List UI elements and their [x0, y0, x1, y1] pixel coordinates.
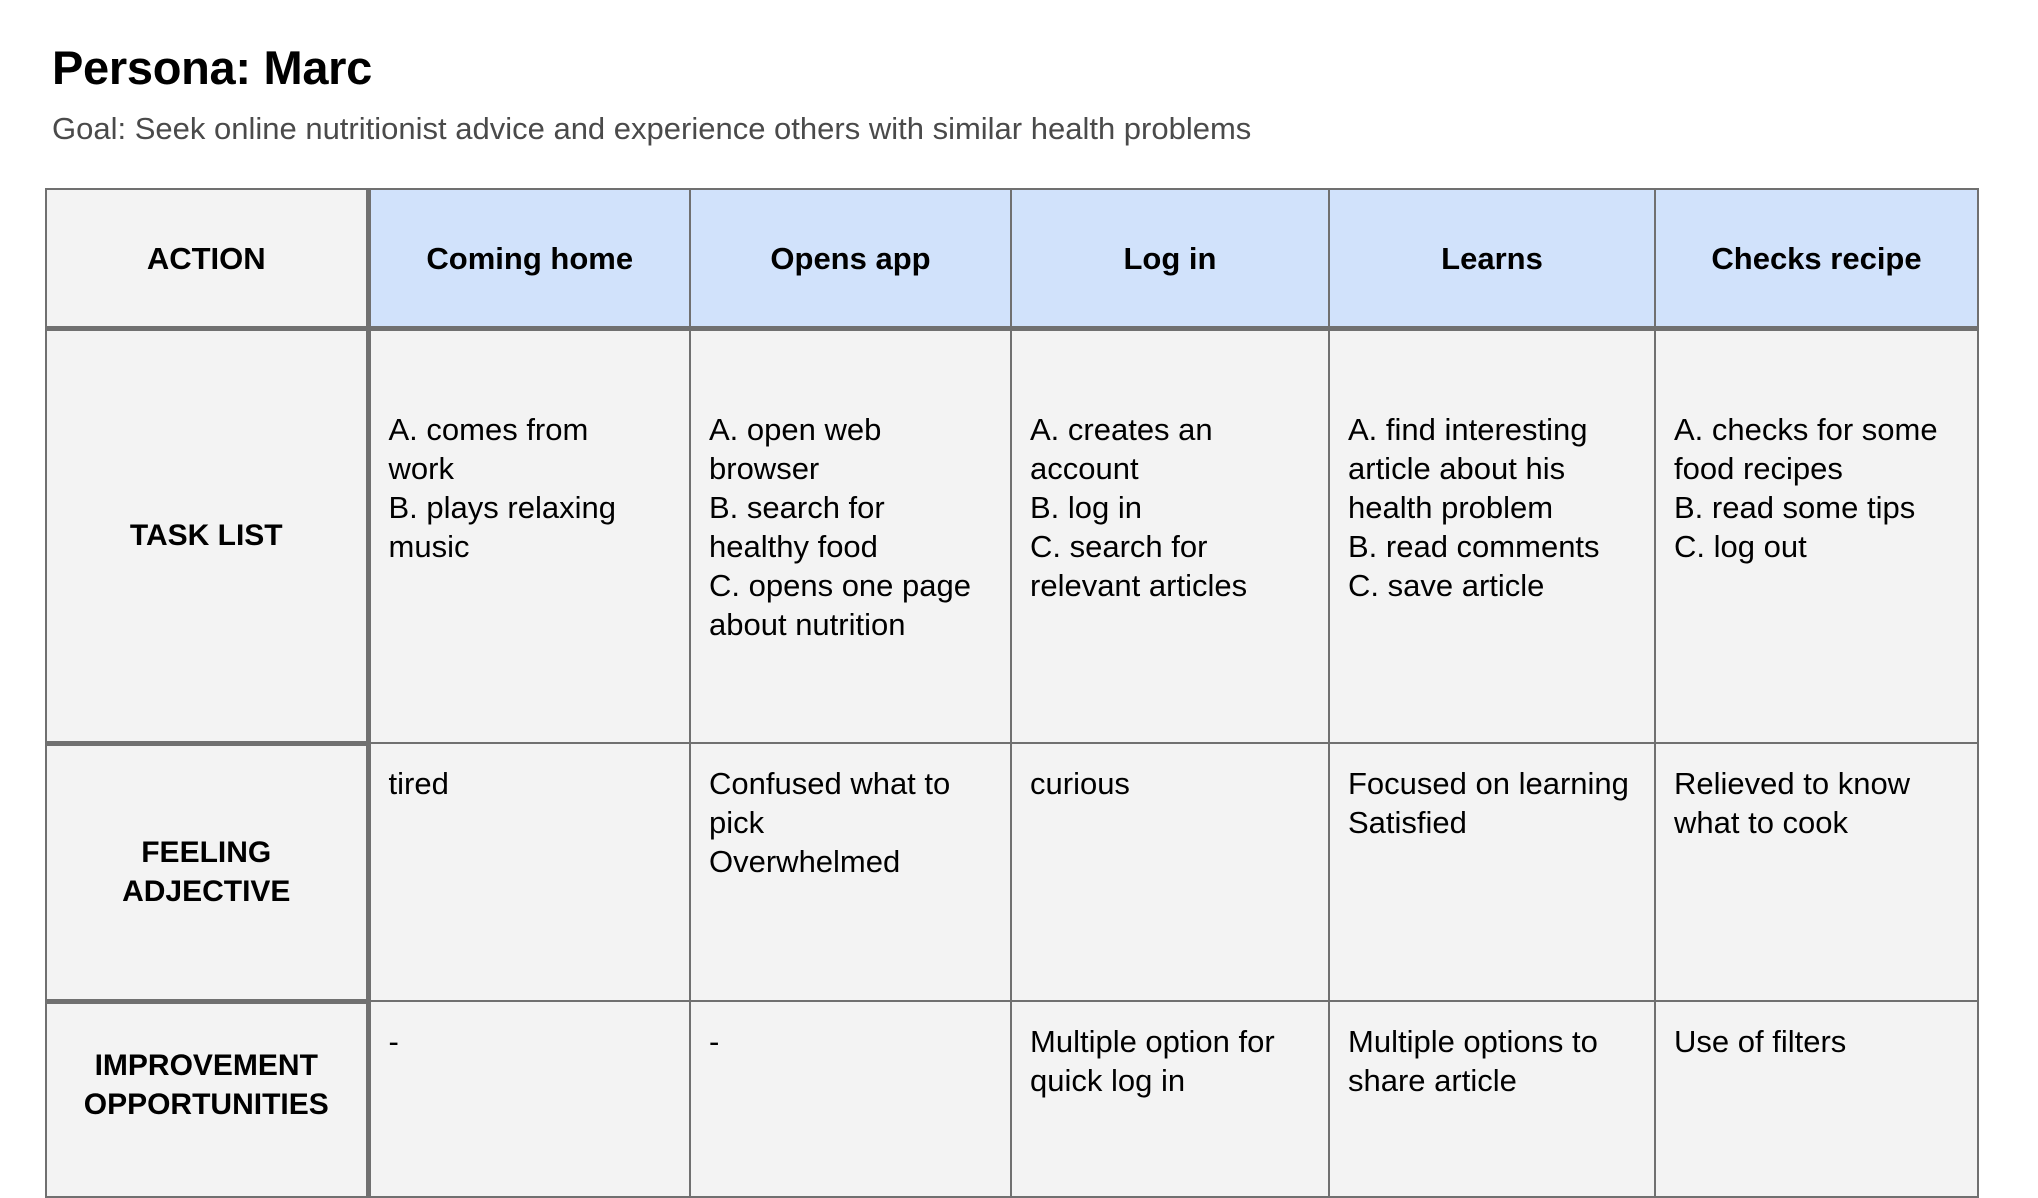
- improvement-cell-opens-app: -: [690, 1001, 1011, 1197]
- row-label-feeling: FEELING ADJECTIVE: [46, 743, 368, 1001]
- page-title: Persona: Marc: [52, 41, 373, 94]
- stage-header-coming-home: Coming home: [368, 189, 690, 329]
- row-label-improvement: IMPROVEMENT OPPORTUNITIES: [46, 1001, 368, 1197]
- stage-header-log-in: Log in: [1011, 189, 1329, 329]
- feeling-cell-opens-app: Confused what to pick Overwhelmed: [690, 743, 1011, 1001]
- improvement-cell-log-in: Multiple option for quick log in: [1011, 1001, 1329, 1197]
- task-list-row: [46, 329, 1978, 744]
- row-label-task-list: TASK LIST: [46, 329, 368, 744]
- action-row: [46, 189, 1978, 329]
- feeling-cell-coming-home: tired: [368, 743, 690, 1001]
- feeling-cell-log-in: curious: [1011, 743, 1329, 1001]
- task-cell-learns: A. find interesting article about his health problem B. read comments C. save article: [1329, 329, 1655, 744]
- improvement-cell-checks-recipe: Use of filters: [1655, 1001, 1978, 1197]
- row-label-action: ACTION: [46, 189, 368, 329]
- improvement-cell-learns: Multiple options to share article: [1329, 1001, 1655, 1197]
- journey-map-table: [45, 188, 1979, 1198]
- task-cell-coming-home: A. comes from work B. plays relaxing music: [368, 329, 690, 744]
- stage-header-checks-recipe: Checks recipe: [1655, 189, 1978, 329]
- task-cell-opens-app: A. open web browser B. search for healthy food C. opens one page about nutrition: [690, 329, 1011, 744]
- improvement-cell-coming-home: -: [368, 1001, 690, 1197]
- feeling-cell-learns: Focused on learning Satisfied: [1329, 743, 1655, 1001]
- stage-header-opens-app: Opens app: [690, 189, 1011, 329]
- persona-goal: Goal: Seek online nutritionist advice and experience others with similar health problems: [52, 111, 1252, 146]
- improvement-row: [46, 1001, 1978, 1197]
- stage-header-learns: Learns: [1329, 189, 1655, 329]
- feeling-cell-checks-recipe: Relieved to know what to cook: [1655, 743, 1978, 1001]
- feeling-row: [46, 743, 1978, 1001]
- task-cell-checks-recipe: A. checks for some food recipes B. read some tips C. log out: [1655, 329, 1978, 744]
- task-cell-log-in: A. creates an account B. log in C. search for relevant articles: [1011, 329, 1329, 744]
